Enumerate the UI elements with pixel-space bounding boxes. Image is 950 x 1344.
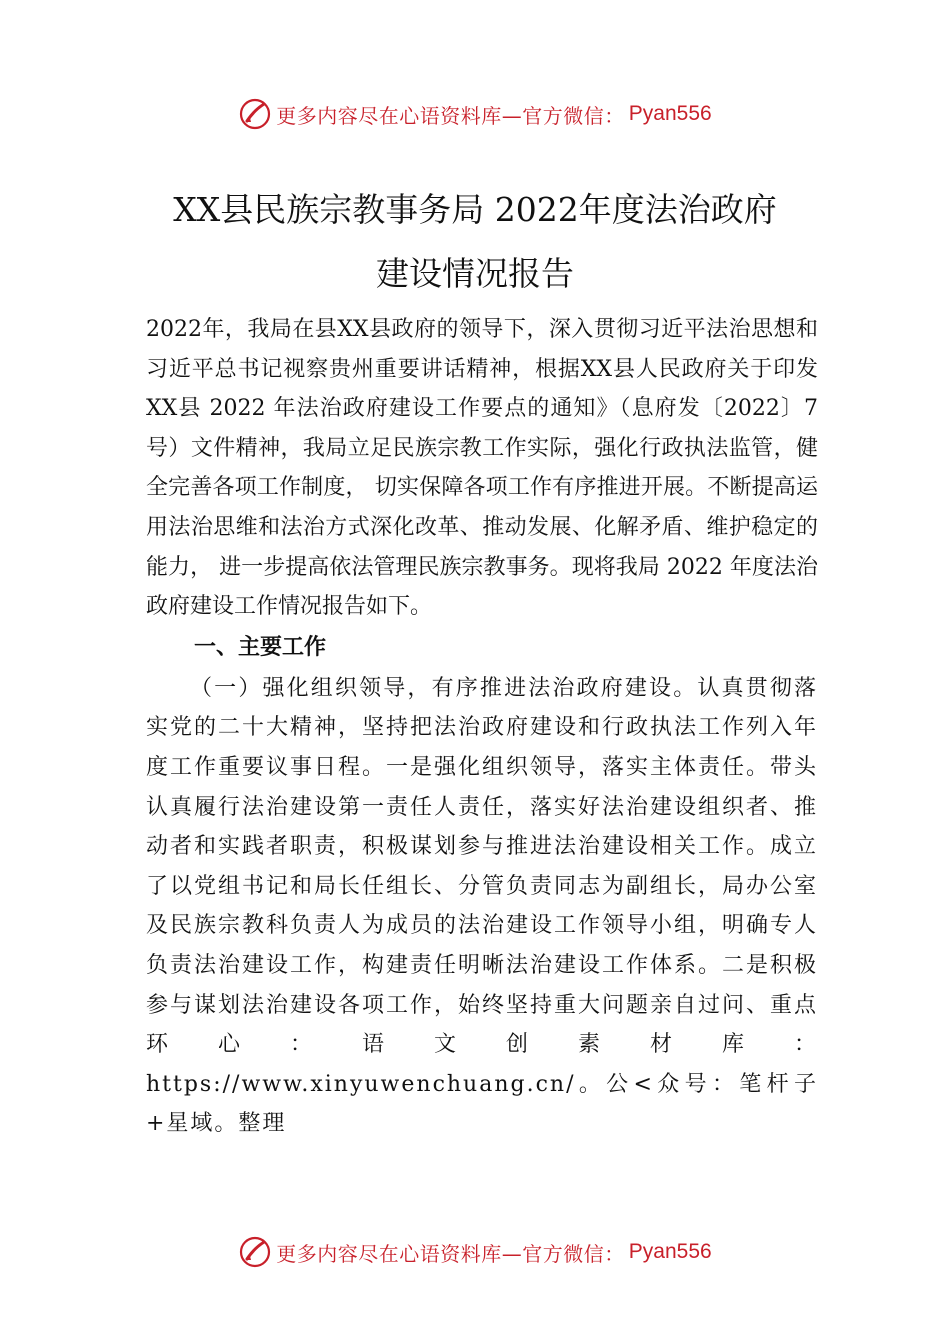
header-wechat-id: Pyan556 [628, 102, 712, 125]
header-banner [0, 94, 950, 134]
document-title-line2: 建设情况报告 [376, 254, 574, 293]
intro-paragraph: 2022年，我局在县XX县政府的领导下，深入贯彻习近平法治思想和习近平总书记视察贵州重要讲话精神，根据XX县人民政府关于印发XX县 2022 年法治政府建设工作要点的通知》（息府发〔2022〕7号）文件精神，我局立足民族宗教工作实际，强化行政执法监管，健全完善各项工作制度， 切实保障各项工作有序推进开展。不断提高运用法治思维和法治方式深化改革、推动发展、化解矛盾、维护稳定的能力， 进一步提高依法管理民族宗教事务。现将我局 2022 年度法治政府建设工作情况报告如下。 [146, 317, 818, 620]
header-banner-text: 更多内容尽在心语资料库—官方微信： [276, 103, 625, 128]
section-heading: 一、主要工作 [194, 634, 327, 660]
footer-banner-text: 更多内容尽在心语资料库—官方微信： [276, 1241, 625, 1266]
document-body [146, 310, 818, 1144]
footer-banner [0, 1232, 950, 1272]
brush-logo-icon [238, 97, 272, 131]
brush-logo-icon [238, 1235, 272, 1269]
body-paragraph: （一）强化组织领导，有序推进法治政府建设。认真贯彻落实党的二十大精神，坚持把法治政府建设和行政执法工作列入年度工作重要议事日程。一是强化组织领导，落实主体责任。带头认真履行法治建设第一责任人责任，落实好法治建设组织者、推动者和实践者职责，积极谋划参与推进法治建设相关工作。成立了以党组书记和局长任组长、分管负责同志为副组长，局办公室及民族宗教科负责人为成员的法治建设工作领导小组，明确专人负责法治建设工作，构建责任明晰法治建设工作体系。二是积极参与谋划法治建设各项工作，始终坚持重大问题亲自过问、重点环心：语文创素材库：https://www.xinyuwenchuang.cn/。公<众号：笔杆子+星域。整理 [146, 675, 819, 1137]
document-title-line1: XX县民族宗教事务局 2022年度法治政府 [173, 190, 777, 229]
footer-wechat-id: Pyan556 [628, 1240, 712, 1263]
